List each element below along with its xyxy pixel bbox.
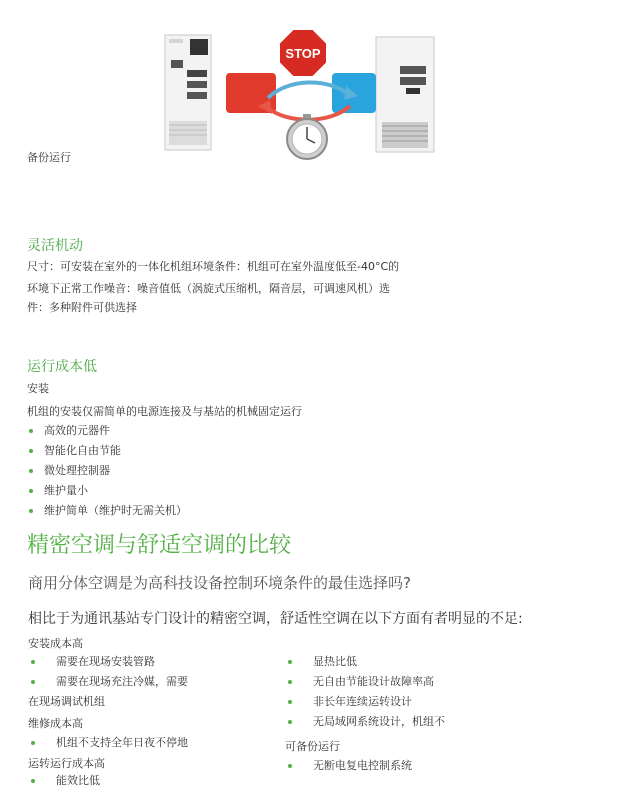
left-bullets-2 — [28, 733, 188, 753]
comparison-question: 商用分体空调是为高科技设备控制环境条件的最佳选择吗? — [28, 574, 411, 592]
stop-sign-icon — [279, 29, 327, 77]
list-item: 无自由节能设计故障率高 — [285, 672, 445, 692]
right-ac-cabinet-icon — [376, 37, 434, 152]
list-item: 高效的元器件 — [26, 421, 187, 441]
list-item: 需要在现场安装管路 — [28, 652, 188, 672]
left-bullets-1 — [28, 652, 188, 692]
stop-sign-label: STOP — [285, 46, 321, 61]
left-ac-cabinet-icon — [165, 35, 211, 150]
list-item: 显热比低 — [285, 652, 445, 672]
right-bullets-last — [285, 756, 412, 776]
list-item: 能效比低 — [28, 771, 100, 791]
flexible-line-2: 环境下正常工作噪音：噪音值低（涡旋式压缩机，隔音层，可调速风机）选 — [27, 282, 390, 295]
list-item: 维护简单（维护时无需关机） — [26, 501, 187, 521]
redundancy-illustration — [160, 26, 450, 160]
section-heading-flexible: 灵活机动 — [27, 238, 83, 254]
operating-cost-label: 运转运行成本高 — [28, 757, 105, 770]
list-item: 需要在现场充注冷媒，需要 — [28, 672, 188, 692]
list-item: 微处理控制器 — [26, 461, 187, 481]
list-item: 非长年连续运转设计 — [285, 692, 445, 712]
cost-bullet-list — [26, 421, 187, 521]
section-heading-cost: 运行成本低 — [27, 359, 97, 375]
right-bullets — [285, 652, 445, 732]
maintenance-cost-label: 维修成本高 — [28, 717, 83, 730]
list-item: 无局域网系统设计，机组不 — [285, 712, 445, 732]
figure-caption: 备份运行 — [27, 151, 71, 164]
install-text: 机组的安装仅需简单的电源连接及与基站的机械固定运行 — [27, 405, 302, 418]
install-label: 安装 — [27, 382, 49, 395]
list-item: 机组不支持全年日夜不停地 — [28, 733, 188, 753]
flexible-line-3: 件：多种附件可供选择 — [27, 301, 137, 314]
list-item: 维护量小 — [26, 481, 187, 501]
list-item: 无断电复电控制系统 — [285, 756, 412, 776]
redundancy-graphic — [160, 26, 450, 160]
flexible-line-1: 尺寸：可安装在室外的一体化机组环境条件：机组可在室外温度低至-40°C的 — [27, 260, 400, 273]
standby-label: 可备份运行 — [285, 740, 340, 753]
left-bullets-3 — [28, 771, 100, 791]
install-cost-label: 安装成本高 — [28, 637, 83, 650]
list-item: 智能化自由节能 — [26, 441, 187, 461]
comparison-intro: 相比于为通讯基站专门设计的精密空调，舒适性空调在以下方面有者明显的不足: — [28, 611, 523, 627]
bullet2-continuation: 在现场调试机组 — [28, 695, 105, 708]
comparison-title: 精密空调与舒适空调的比较 — [27, 533, 292, 558]
